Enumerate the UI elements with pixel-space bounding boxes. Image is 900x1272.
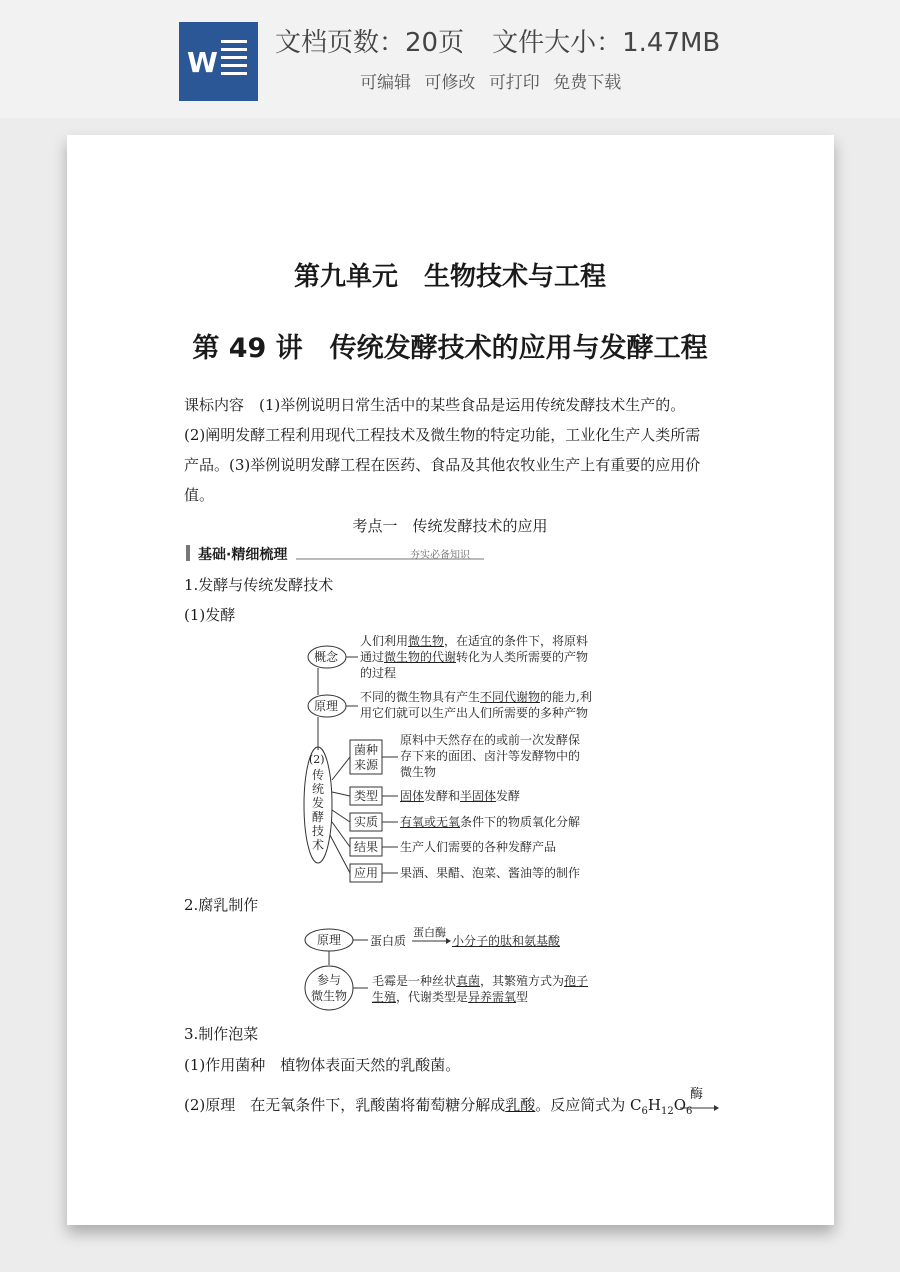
heading-2: 2.腐乳制作	[184, 896, 259, 914]
product: 小分子的肽和氨基酸	[452, 934, 561, 948]
microbe-label-2: 微生物	[311, 989, 348, 1003]
heading-3: 3.制作泡菜	[184, 1025, 259, 1043]
paragraph-3-1: (1)作用菌种 植物体表面天然的乳酸菌。	[184, 1056, 461, 1074]
type-text: 固体发酵和半固体发酵	[400, 789, 521, 803]
application-text: 果酒、果醋、泡菜、酱油等的制作	[400, 866, 581, 880]
heading-1: 1.发酵与传统发酵技术	[184, 576, 334, 594]
principle-text-line-1: 不同的微生物具有产生不同代谢物的能力,利	[360, 690, 592, 704]
microbe-text-line-1: 毛霉是一种丝状真菌，其繁殖方式为孢子	[372, 974, 589, 988]
trad-number: (2)	[309, 753, 325, 766]
kaodian-heading: 考点一 传统发酵技术的应用	[352, 517, 548, 535]
substrate: 蛋白质	[370, 934, 407, 948]
reaction-enzyme: 酶	[690, 1087, 704, 1102]
rufu-principle-label: 原理	[317, 933, 342, 947]
principle-label: 原理	[314, 699, 339, 713]
result-text: 生产人们需要的各种发酵产品	[400, 840, 557, 854]
principle-text-line-2: 用它们就可以生产出人们所需要的多种产物	[360, 706, 589, 720]
curriculum-line-4: 值。	[184, 486, 215, 504]
microbe-label-1: 参与	[317, 973, 342, 987]
curriculum-line-3: 产品。(3)举例说明发酵工程在医药、食品及其他农牧业生产上有重要的应用价	[184, 456, 701, 474]
source-label-1: 菌种	[354, 743, 379, 757]
file-size: 文件大小：1.47MB	[492, 28, 721, 58]
essence-text: 有氧或无氧条件下的物质氧化分解	[400, 815, 581, 829]
concept-label: 概念	[314, 650, 339, 664]
feature-modifiable: 可修改	[424, 73, 476, 93]
concept-text-line-2: 通过微生物的代谢转化为人类所需要的产物	[360, 650, 589, 664]
paragraph-3-2: (2)原理 在无氧条件下，乳酸菌将葡萄糖分解成乳酸。反应简式为 $C_6H_{12}O_6$	[184, 1096, 693, 1117]
page-count: 文档页数：20页	[275, 28, 465, 58]
type-label: 类型	[354, 789, 379, 803]
concept-text-line-1: 人们利用微生物，在适宜的条件下，将原料	[360, 634, 589, 648]
unit-title: 第九单元 生物技术与工程	[293, 262, 606, 292]
word-doc-icon: W	[179, 22, 258, 101]
heading-1-1: (1)发酵	[184, 606, 236, 624]
section-tag: 夯实必备知识	[410, 550, 470, 561]
curriculum-line-1: 课标内容 (1)举例说明日常生活中的某些食品是运用传统发酵技术生产的。	[184, 396, 686, 414]
curriculum-line-2: (2)阐明发酵工程利用现代工程技术及微生物的特定功能，工业化生产人类所需	[184, 426, 701, 444]
concept-text-line-3: 的过程	[360, 666, 397, 680]
trad-tech-label: 传统发酵技术	[312, 768, 325, 852]
essence-label: 实质	[354, 815, 379, 829]
result-label: 结果	[354, 840, 379, 854]
source-text-line-2: 存下来的面团、卤汁等发酵物中的	[400, 749, 581, 763]
feature-free-download[interactable]: 免费下载	[553, 73, 622, 93]
lecture-title: 第 49 讲 传统发酵技术的应用与发酵工程	[192, 333, 708, 364]
source-text-line-3: 微生物	[400, 765, 437, 779]
feature-printable: 可打印	[488, 73, 540, 93]
source-label-2: 来源	[354, 758, 379, 772]
section-title: 基础·精细梳理	[198, 547, 288, 563]
microbe-text-line-2: 生殖，代谢类型是异养需氧型	[372, 990, 529, 1004]
feature-editable: 可编辑	[360, 73, 411, 93]
enzyme-label: 蛋白酶	[413, 926, 446, 939]
source-text-line-1: 原料中天然存在的或前一次发酵保	[400, 733, 581, 747]
application-label: 应用	[354, 866, 379, 880]
